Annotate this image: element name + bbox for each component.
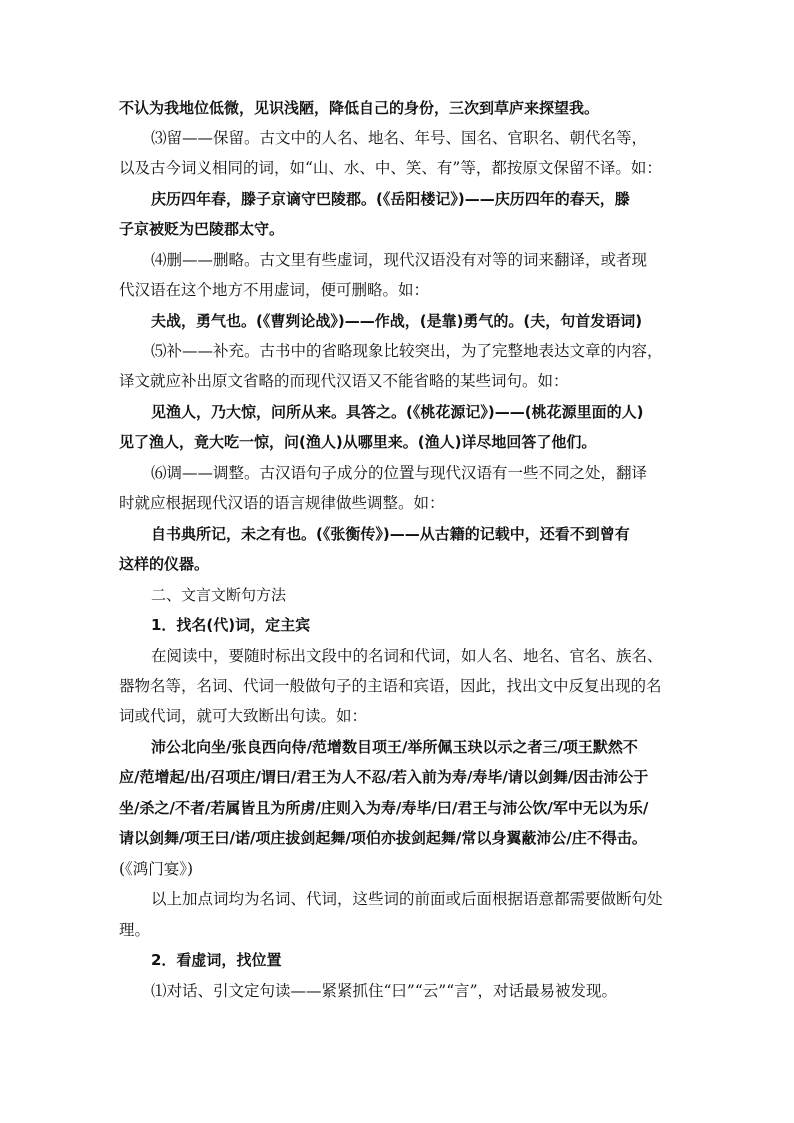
text-line: 时就应根据现代汉语的语言规律做些调整。如： <box>119 494 445 512</box>
text-line: 在阅读中，要随时标出文段中的名词和代词，如人名、地名、官名、族名、 <box>151 647 663 665</box>
text-line: (《鸿门宴》) <box>119 860 194 878</box>
text-line: 以及古今词义相同的词，如“山、水、中、笑、有”等，都按原文保留不译。如： <box>119 159 662 177</box>
text-line: ⑹调——调整。古汉语句子成分的位置与现代汉语有一些不同之处，翻译 <box>151 464 648 482</box>
example-line: 见了渔人，竟大吃一惊，问(渔人)从哪里来。(渔人)详尽地回答了他们。 <box>119 433 597 451</box>
text-line: ⑷删——删略。古文里有些虚词，现代汉语没有对等的词来翻译，或者现 <box>151 251 648 269</box>
subsection-heading: 1．找名(代)词，定主宾 <box>151 616 311 634</box>
section-heading: 二、文言文断句方法 <box>151 586 287 604</box>
text-line: 不认为我地位低微，见识浅陋，降低自己的身份，三次到草庐来探望我。 <box>119 99 600 117</box>
example-line: 坐/杀之/不者/若属皆且为所虏/庄则入为寿/寿毕/曰/君王与沛公饮/军中无以为乐/ <box>119 799 649 817</box>
text-line: 以上加点词均为名词、代词，这些词的前面或后面根据语意都需要做断句处 <box>151 890 663 908</box>
example-line: 子京被贬为巴陵郡太守。 <box>119 220 285 238</box>
text-line: ⑶留——保留。古文中的人名、地名、年号、国名、官职名、朝代名等， <box>151 129 648 147</box>
example-line: 夫战，勇气也。(《曹刿论战》)——作战，(是靠)勇气的。(夫，句首发语词) <box>151 312 643 330</box>
text-line: 译文就应补出原文省略的而现代汉语又不能省略的某些词句。如： <box>119 372 569 390</box>
example-line: 庆历四年春，滕子京谪守巴陵郡。(《岳阳楼记》)——庆历四年的春天，滕 <box>151 190 630 208</box>
example-line: 请以剑舞/项王曰/诺/项庄拔剑起舞/项伯亦拔剑起舞/常以身翼蔽沛公/庄不得击。 <box>119 829 647 847</box>
subsection-heading: 2．看虚词，找位置 <box>151 951 282 969</box>
text-line: 词或代词，就可大致断出句读。如： <box>119 707 368 725</box>
text-line: 代汉语在这个地方不用虚词，便可删略。如： <box>119 281 430 299</box>
text-line: ⑴对话、引文定句读——紧紧抓住“曰”“云”“言”，对话最易被发现。 <box>151 982 618 1000</box>
example-line: 应/范增起/出/召项庄/谓曰/君王为人不忍/若入前为寿/寿毕/请以剑舞/因击沛公于 <box>119 768 649 786</box>
example-line: 沛公北向坐/张良西向侍/范增数目项王/举所佩玉玦以示之者三/项王默然不 <box>151 738 638 756</box>
example-line: 自书典所记，未之有也。(《张衡传》)——从古籍的记载中，还看不到曾有 <box>151 525 630 543</box>
example-line: 这样的仪器。 <box>119 555 210 573</box>
text-line: 理。 <box>119 921 151 939</box>
example-line: 见渔人，乃大惊，问所从来。具答之。(《桃花源记》)——(桃花源里面的人) <box>151 403 644 421</box>
text-line: 器物名等，名词、代词一般做句子的主语和宾语，因此，找出文中反复出现的名 <box>119 677 662 695</box>
text-line: ⑸补——补充。古书中的省略现象比较突出，为了完整地表达文章的内容， <box>151 342 663 360</box>
